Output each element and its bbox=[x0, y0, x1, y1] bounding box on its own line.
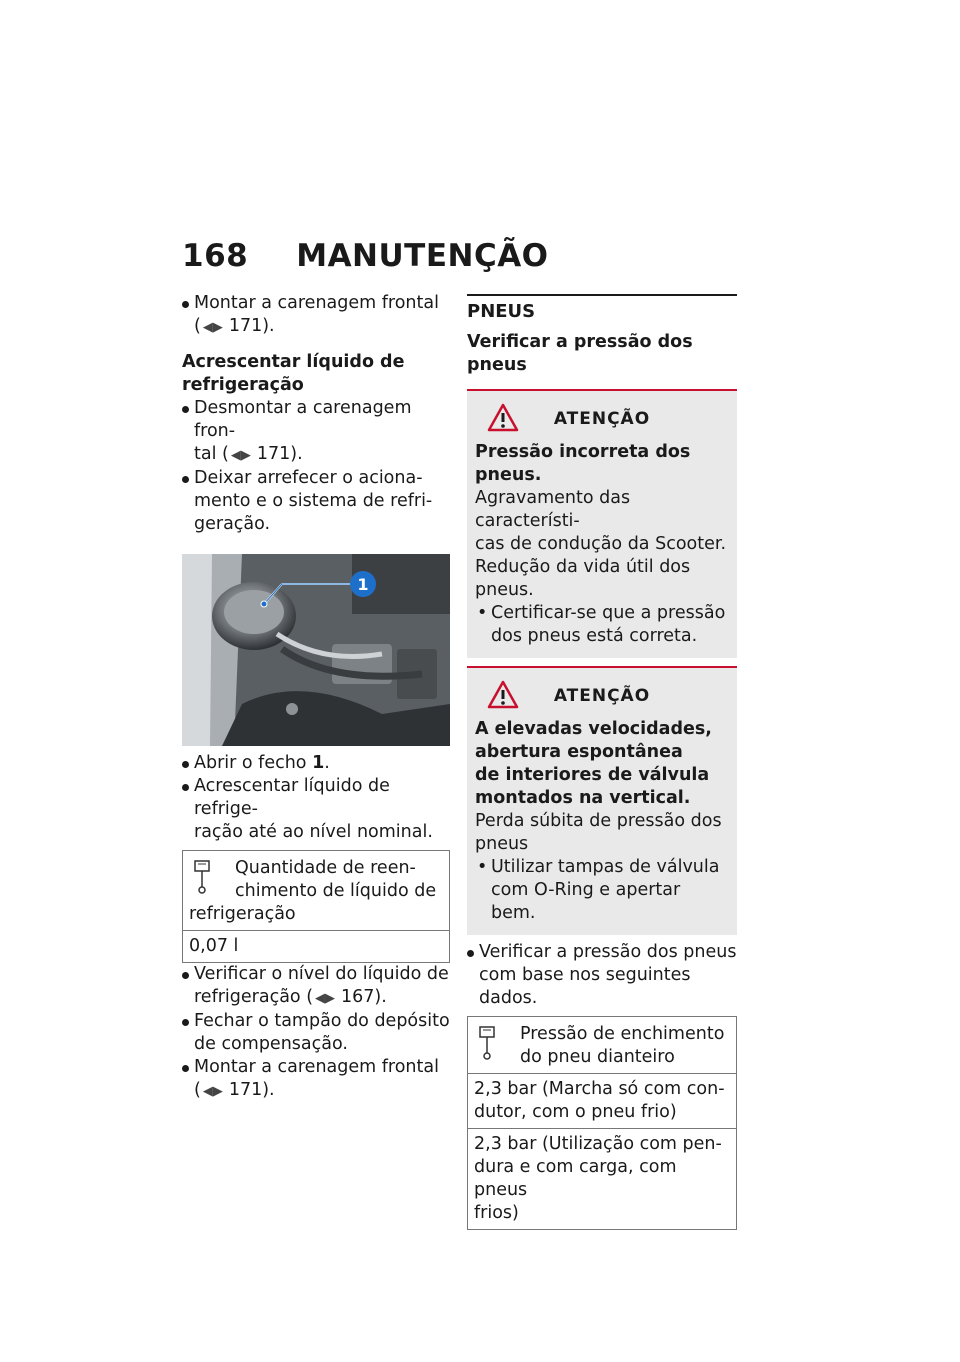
callout-number: 1 bbox=[357, 575, 369, 594]
pressure-spec-row-solo: 2,3 bar (Marcha só com con- dutor, com o pneu frio) bbox=[468, 1073, 736, 1128]
section-title-coolant: Acrescentar líquido de refrigeração bbox=[182, 352, 405, 395]
gauge-icon bbox=[193, 859, 213, 902]
page-ref-link[interactable]: 171). bbox=[228, 316, 275, 336]
page-ref-link[interactable]: 171). bbox=[228, 1080, 275, 1100]
step-mount-fairing: Montar a carenagem frontal ( ◀▶ 171). bbox=[182, 292, 450, 339]
right-column bbox=[467, 294, 737, 1230]
coolant-spec-table: Quantidade de reen- chimento de líquido de refrigeração 0,07 l bbox=[182, 850, 450, 963]
warning-title: ATENÇÃO bbox=[553, 409, 651, 429]
page-ref-arrow-icon: ◀▶ bbox=[315, 991, 336, 1006]
warning-action: • Utilizar tampas de válvula com O-Ring e apertar bem. bbox=[475, 856, 729, 925]
step-check-level: Verificar o nível do líquido de refrigeração ( ◀▶ 167). bbox=[182, 963, 450, 1010]
warning-title: ATENÇÃO bbox=[553, 686, 651, 706]
subsection-title-pressure: Verificar a pressão dos pneus bbox=[467, 332, 693, 375]
pressure-spec-row-loaded: 2,3 bar (Utilização com pen- dura e com carga, com pneus frios) bbox=[468, 1128, 736, 1229]
page-ref-link[interactable]: 171). bbox=[256, 444, 303, 464]
page-header bbox=[182, 238, 549, 274]
step-add-coolant: Acrescentar líquido de refrige- ração até ao nível nominal. bbox=[182, 775, 450, 844]
page-ref-arrow-icon: ◀▶ bbox=[202, 320, 223, 335]
section-title-tyres: PNEUS bbox=[467, 301, 536, 322]
page-ref-arrow-icon: ◀▶ bbox=[230, 448, 251, 463]
page-number: 168 bbox=[182, 238, 249, 274]
engine-bay-photo bbox=[182, 554, 450, 746]
warning-box-valve: ATENÇÃO A elevadas velocidades, abertura espontânea de interiores de válvula montados na vertical. Perda súbita de pressão dos pneus • Utilizar tampas de válvula com O-Ring e apertar bem. bbox=[467, 666, 737, 935]
step-open-cap: Abrir o fecho 1. bbox=[182, 752, 450, 775]
step-mount-fairing-2: Montar a carenagem frontal ( ◀▶ 171). bbox=[182, 1056, 450, 1103]
step-close-cap: Fechar o tampão do depósito de compensação. bbox=[182, 1010, 450, 1056]
engine-bay-illustration bbox=[182, 554, 450, 746]
left-column bbox=[182, 292, 450, 1103]
step-cool-down: Deixar arrefecer o aciona- mento e o sistema de refri- geração. bbox=[182, 467, 450, 536]
gauge-icon bbox=[478, 1025, 498, 1068]
page-ref-arrow-icon: ◀▶ bbox=[202, 1084, 223, 1099]
coolant-spec-value: 0,07 l bbox=[183, 930, 449, 962]
warning-action: • Certificar-se que a pressão dos pneus está correta. bbox=[475, 602, 729, 648]
step-remove-fairing: Desmontar a carenagem fron- tal ( ◀▶ 171). bbox=[182, 397, 450, 467]
warning-triangle-icon bbox=[487, 680, 519, 723]
pressure-spec-table: Pressão de enchimento do pneu dianteiro 2,3 bar (Marcha só com con- dutor, com o pneu frio) 2,3 bar (Utilização com pen- dura e com carga, com pneus frios) bbox=[467, 1016, 737, 1230]
warning-box-pressure: ATENÇÃO Pressão incorreta dos pneus. Agravamento das característi- cas de condução da Scooter. Redução da vida útil dos pneus. • Certificar-se que a pressão dos pneus está correta. bbox=[467, 389, 737, 658]
warning-triangle-icon bbox=[487, 403, 519, 446]
page-title: MANUTENÇÃO bbox=[296, 238, 549, 274]
step-check-pressure: Verificar a pressão dos pneus com base nos seguintes dados. bbox=[467, 941, 737, 1010]
page-ref-link[interactable]: 167). bbox=[341, 987, 387, 1007]
